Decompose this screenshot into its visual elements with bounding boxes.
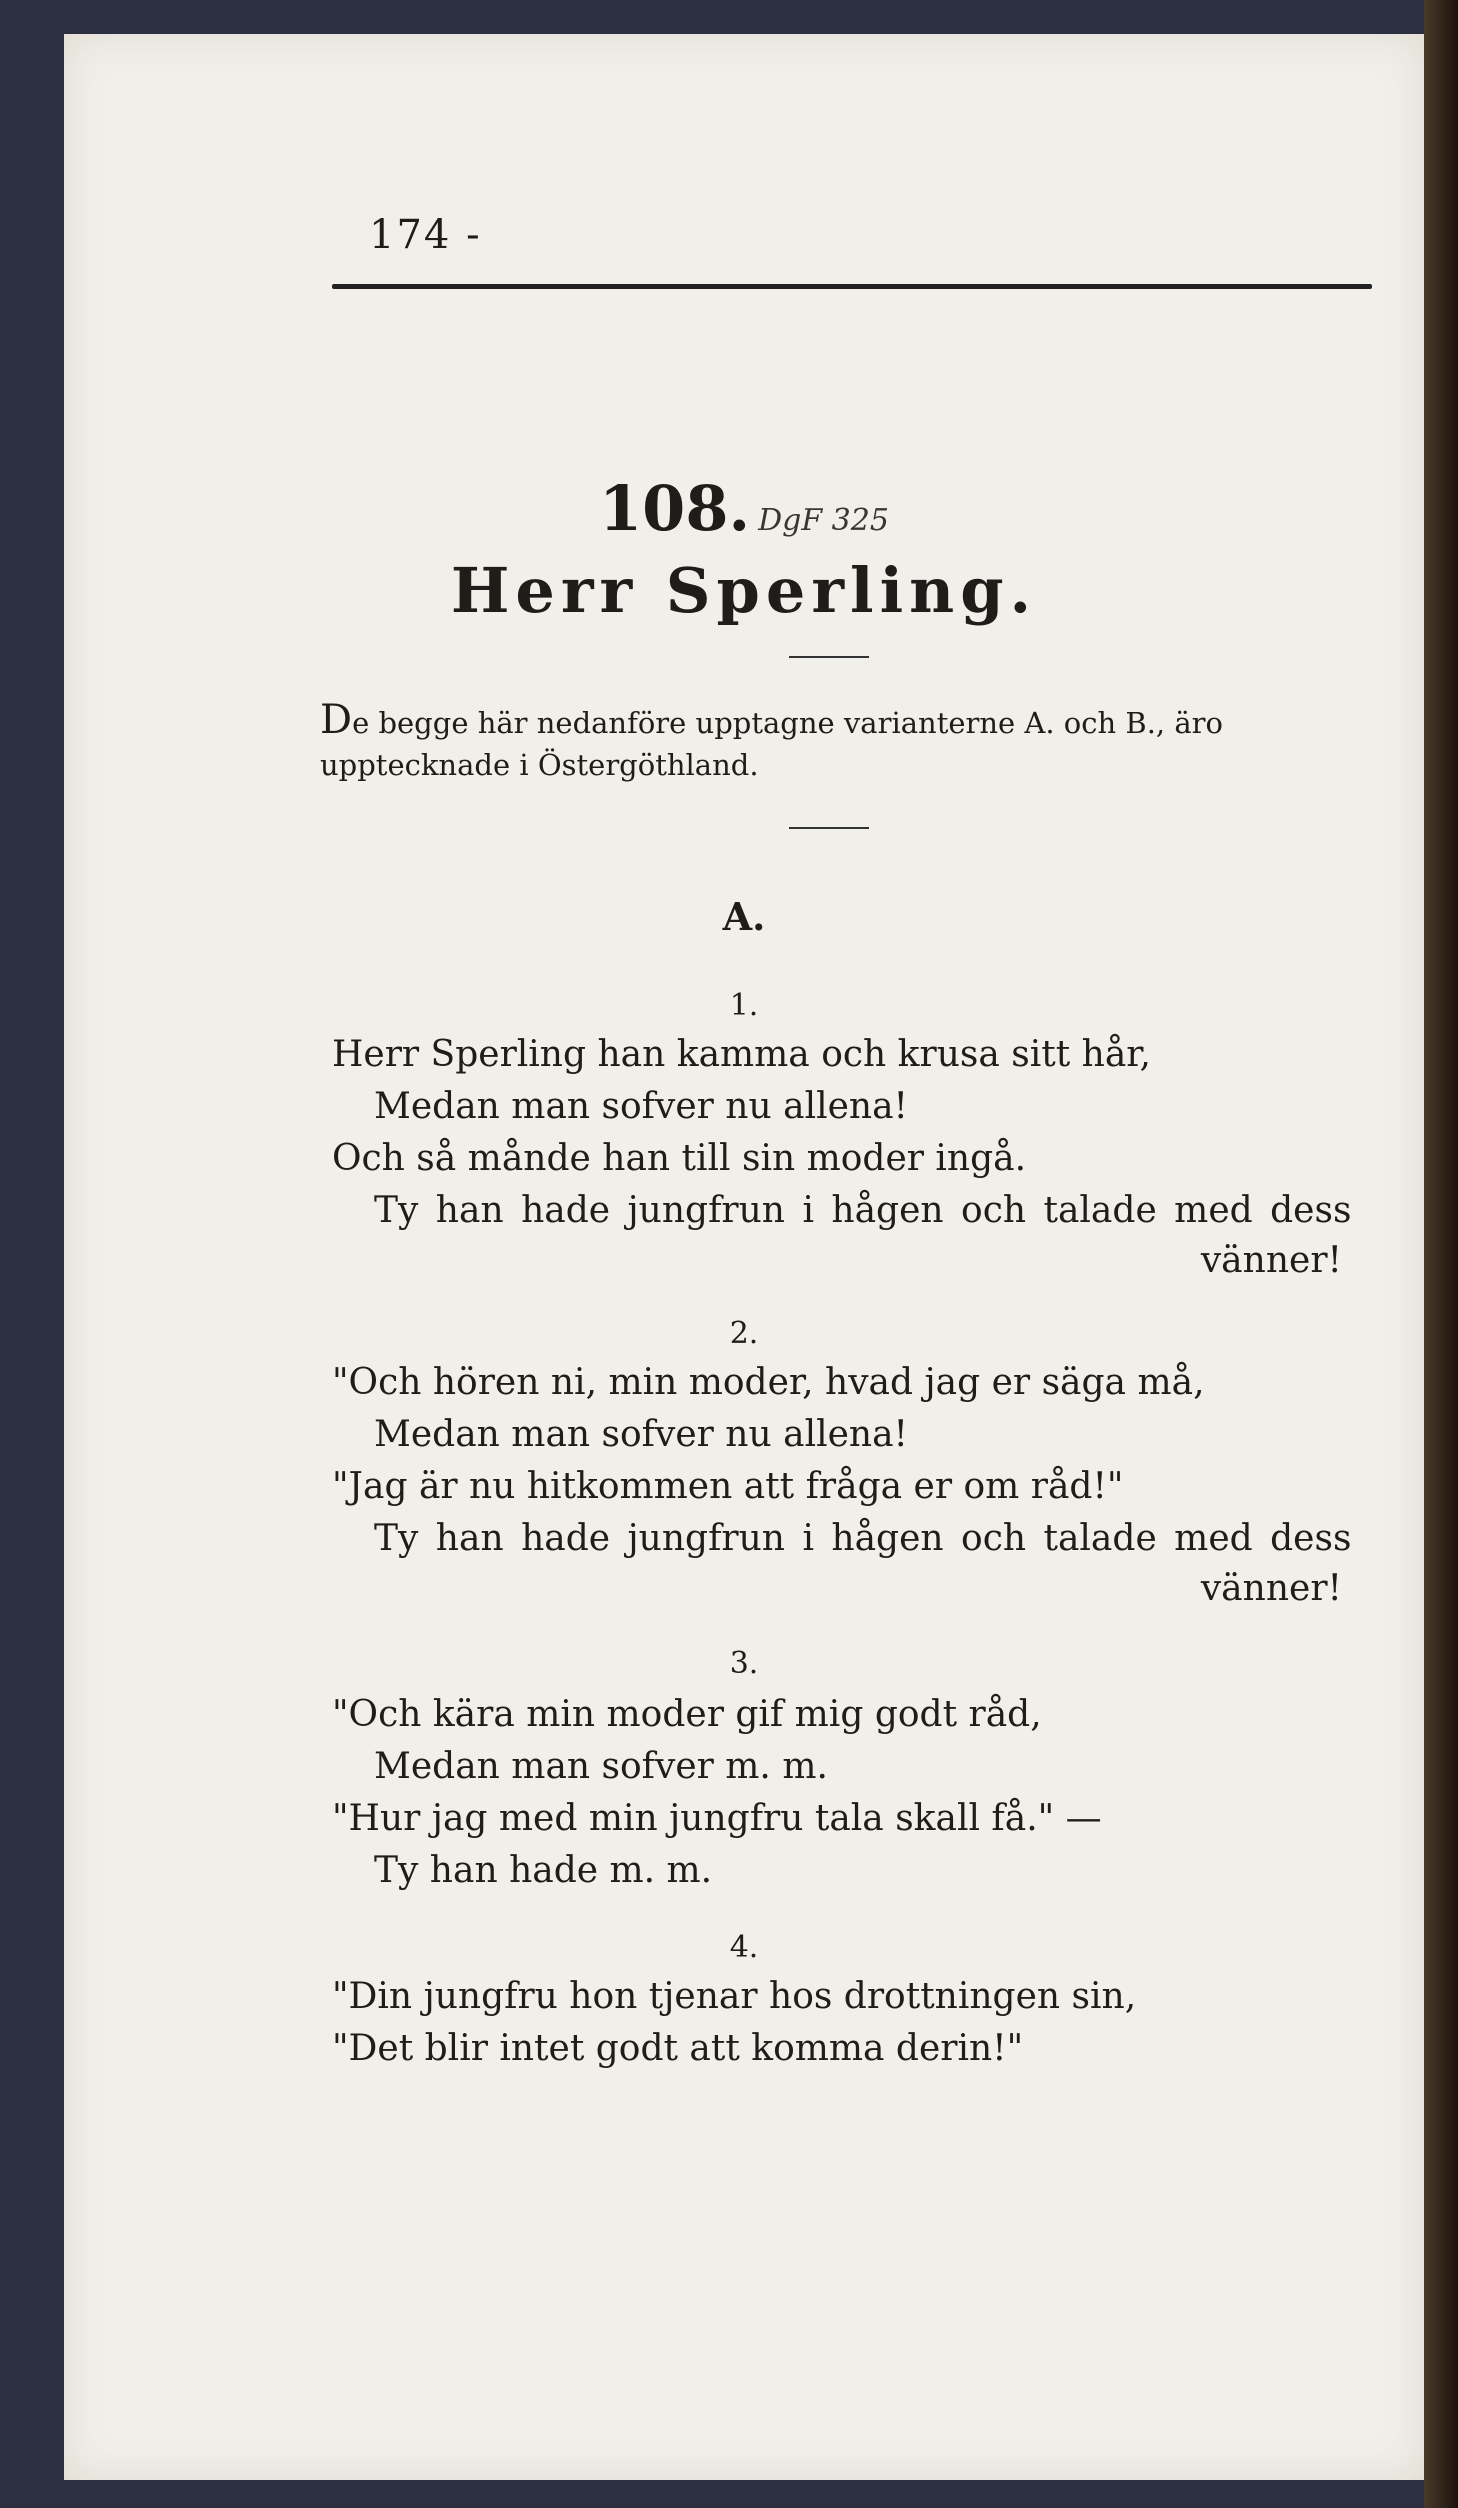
verse-line: Ty han hade m. m. bbox=[374, 1850, 713, 1891]
song-title: Herr Sperling. bbox=[450, 554, 1038, 627]
verse-line: Och så månde han till sin moder ingå. bbox=[332, 1138, 1027, 1179]
verse-line-wrap: vänner! bbox=[1200, 1568, 1342, 1609]
stanza-number: 3. bbox=[729, 1646, 759, 1681]
song-number bbox=[64, 472, 1424, 545]
verse-line: Ty han hade jungfrun i hågen och talade med dess bbox=[374, 1518, 1352, 1559]
verse-line: Medan man sofver nu allena! bbox=[374, 1414, 909, 1455]
song-number-text: 108. bbox=[599, 472, 751, 545]
verse-line: Medan man sofver nu allena! bbox=[374, 1086, 909, 1127]
verse-line: "Jag är nu hitkommen att fråga er om råd!" bbox=[332, 1466, 1124, 1507]
verse-line: "Din jungfru hon tjenar hos drottningen sin, bbox=[332, 1976, 1137, 2017]
stanza-number: 1. bbox=[729, 988, 759, 1023]
page-number: 174 - bbox=[369, 212, 482, 258]
variant-heading: A. bbox=[722, 894, 766, 939]
verse-line: "Och kära min moder gif mig godt råd, bbox=[332, 1694, 1042, 1735]
book-page bbox=[64, 34, 1424, 2480]
intro-divider bbox=[789, 827, 869, 829]
intro-text: e begge här nedanföre upptagne varianterne A. och B., äro upptecknade i Östergöthland. bbox=[320, 706, 1223, 782]
intro-paragraph bbox=[320, 699, 1380, 786]
verse-line-wrap: vänner! bbox=[1200, 1240, 1342, 1281]
verse-line: Herr Sperling han kamma och krusa sitt hår, bbox=[332, 1034, 1151, 1075]
stanza-number: 2. bbox=[729, 1316, 759, 1351]
verse-line: "Hur jag med min jungfru tala skall få." — bbox=[332, 1798, 1102, 1839]
intro-drop-letter: D bbox=[320, 697, 353, 743]
header-rule bbox=[332, 284, 1372, 289]
handwritten-mark: DgF 325 bbox=[758, 503, 889, 538]
stanza-number: 4. bbox=[729, 1930, 759, 1965]
verse-line: Medan man sofver m. m. bbox=[374, 1746, 828, 1787]
verse-line: Ty han hade jungfrun i hågen och talade med dess bbox=[374, 1190, 1352, 1231]
verse-line: "Det blir intet godt att komma derin!" bbox=[332, 2028, 1024, 2069]
verse-line: "Och hören ni, min moder, hvad jag er säga må, bbox=[332, 1362, 1205, 1403]
book-spine bbox=[1424, 0, 1458, 2508]
title-divider bbox=[789, 656, 869, 658]
